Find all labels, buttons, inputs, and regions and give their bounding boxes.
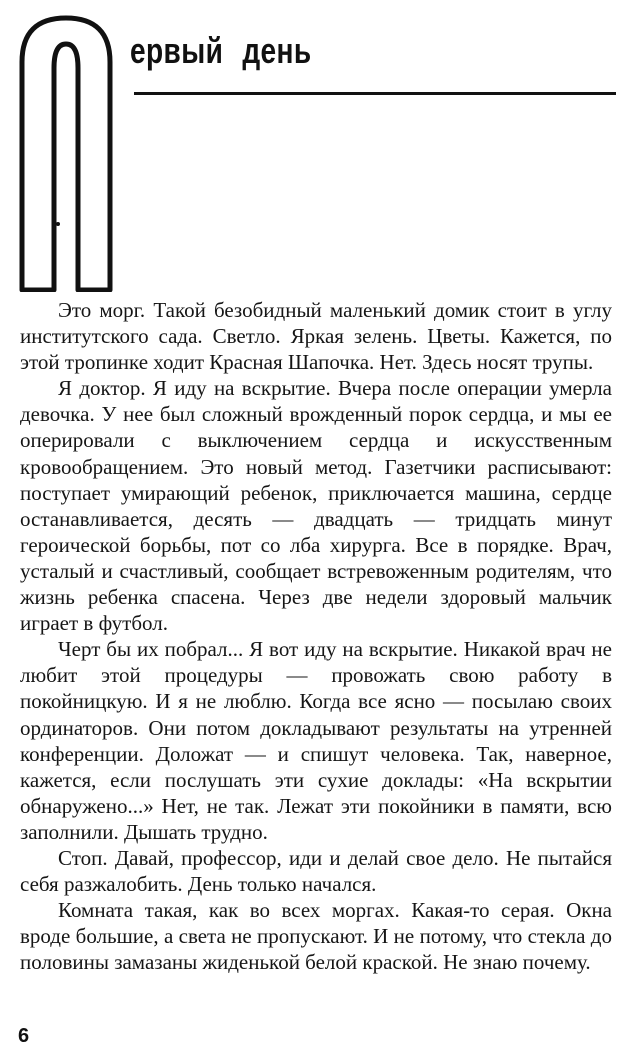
paragraph: Черт бы их побрал... Я вот иду на вскрытие. Никакой врач не любит этой процедуры — провожать свою работу в покойницкую. И я не люблю. Когда все ясно — посылаю своих ординаторов. Они потом докладывают результаты на утренней конференции. Доложат — и спишут человека. Так, наверное, кажется, если послушать эти сухие доклады: «На вскрытии обнаружено...» Нет, не так. Лежат эти покойники в памяти, всю заполнили. Дышать трудно. <box>20 637 612 844</box>
drop-cap-initial <box>18 14 114 292</box>
drop-cap-letter-pe-icon <box>18 14 114 292</box>
paragraph: Комната такая, как во всех моргах. Какая-то серая. Окна вроде большие, а света не пропускают. И не потому, что стекла до половины замазаны жиденькой белой краской. Не знаю почему. <box>20 898 612 975</box>
paragraph: Я доктор. Я иду на вскрытие. Вчера после операции умерла девочка. У нее был сложный врожденный порок сердца, и мы ее оперировали с выключением сердца и искусственным кровообращением. Это новый метод. Газетчики расписывают: поступает умирающий ребенок, приключается машина, сердце останавливается, десять — двадцать — тридцать минут героической борьбы, пот со лба хирурга. Все в порядке. Врач, усталый и счастливый, сообщает встревоженным родителям, что жизнь ребенка спасена. Через две недели здоровый мальчик играет в футбол. <box>20 376 612 636</box>
paragraph: Это морг. Такой безобидный маленький домик стоит в углу институтского сада. Светло. Яркая зелень. Цветы. Кажется, по этой тропинке ходит Красная Шапочка. Нет. Здесь носят трупы. <box>20 298 612 375</box>
title-divider <box>134 92 616 95</box>
paragraph: Стоп. Давай, профессор, иди и делай свое дело. Не пытайся себя разжалобить. День только начался. <box>20 845 612 897</box>
chapter-title: ервый день <box>130 30 312 71</box>
chapter-body <box>20 297 612 975</box>
page-number: 6 <box>18 1025 30 1047</box>
